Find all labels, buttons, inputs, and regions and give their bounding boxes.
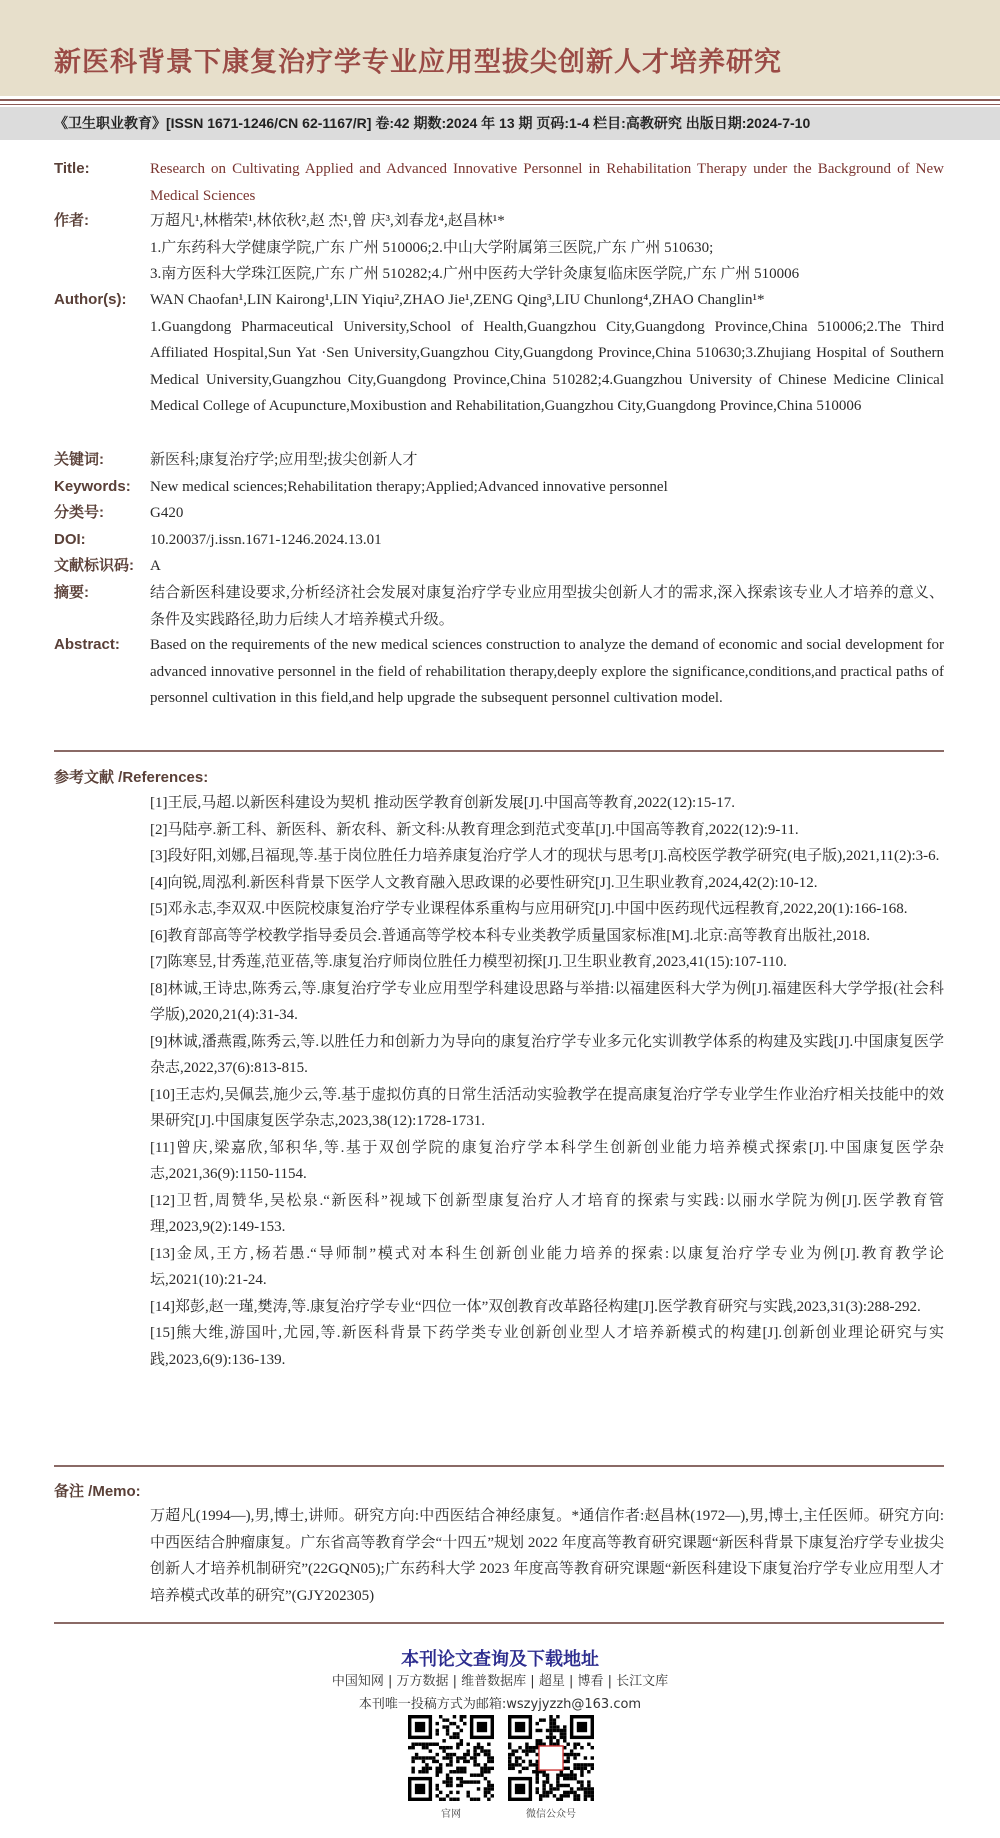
field-value: New medical sciences;Rehabilitation therapy;Applied;Advanced innovative personnel [150, 479, 668, 495]
page-title: 新医科背景下康复治疗学专业应用型拔尖创新人才培养研究 [54, 47, 782, 78]
field-row [54, 156, 944, 209]
journal-meta: 《卫生职业教育》[ISSN 1671-1246/CN 62-1167/R] 卷:42 期数:2024 年 13 期 页码:1-4 栏目:高教研究 出版日期:2024-7-10 [0, 107, 1000, 140]
field-label: Abstract: [54, 636, 120, 653]
references-heading: 参考文献 /References: [54, 769, 209, 786]
field-row [54, 208, 944, 288]
reference-item: [11]曾庆,梁嘉欣,邹积华,等.基于双创学院的康复治疗学本科学生创新创业能力培养模式探索[J].中国康复医学杂志,2021,36(9):1150-1154. [150, 1139, 944, 1182]
reference-item: [10]王志灼,吴佩芸,施少云,等.基于虚拟仿真的日常生活活动实验教学在提高康复治疗学专业学生作业治疗相关技能中的效果研究[J].中国康复医学杂志,2023,38(12):1728-1731. [150, 1086, 944, 1129]
field-row [54, 474, 944, 501]
field-label: Keywords: [54, 478, 131, 495]
reference-item: [6]教育部高等学校教学指导委员会.普通高等学校本科专业类教学质量国家标准[M].北京:高等教育出版社,2018. [150, 927, 870, 944]
field-value: Based on the requirements of the new medical sciences construction to analyze the demand of economic and social development for advanced innovative personnel in the field of rehabilitation therapy,deeply explore the significance,conditions,and practical paths of personnel cultivation in this field,and help upgrade the subsequent personnel cultivation model. [150, 637, 944, 706]
footer-title: 本刊论文查询及下载地址 [401, 1649, 599, 1670]
separator: | [448, 1674, 462, 1689]
qr-label: 微信公众号 [526, 1809, 576, 1820]
title-band [0, 0, 1000, 96]
reference-item: [5]邓永志,李双双.中医院校康复治疗学专业课程体系重构与应用研究[J].中国中医药现代远程教育,2022,20(1):166-168. [150, 901, 908, 917]
field-value: 10.20037/j.issn.1671-1246.2024.13.01 [150, 532, 382, 548]
field-value: 结合新医科建设要求,分析经济社会发展对康复治疗学专业应用型拔尖创新人才的需求,深入探索该专业人才培养的意义、条件及实践路径,助力后续人才培养模式升级。 [150, 585, 944, 628]
field-value: Research on Cultivating Applied and Advanced Innovative Personnel in Rehabilitation Therapy under the Background of New Medical Sciences [150, 161, 944, 204]
reference-item: [2]马陆亭.新工科、新医科、新农科、新文科:从教育理念到范式变革[J].中国高等教育,2022(12):9-11. [150, 821, 799, 838]
field-row [54, 500, 944, 527]
qr-code-icon [508, 1715, 594, 1801]
separator: | [383, 1674, 397, 1689]
memo-heading: 备注 /Memo: [54, 1483, 141, 1500]
database-link[interactable]: 长江文库 [616, 1674, 669, 1689]
field-row [54, 580, 944, 633]
references-list [150, 790, 944, 1373]
reference-item: [9]林诚,潘燕霞,陈秀云,等.以胜任力和创新力为导向的康复治疗学专业多元化实训教学体系的构建及实践[J].中国康复医学杂志,2022,37(6):813-815. [150, 1033, 944, 1076]
reference-item: [14]郑彭,赵一瑾,樊涛,等.康复治疗学专业“四位一体”双创教育改革路径构建[J].医学教育研究与实践,2023,31(3):288-292. [150, 1298, 921, 1315]
separator: | [526, 1674, 539, 1689]
reference-item: [8]林诚,王诗忠,陈秀云,等.康复治疗学专业应用型学科建设思路与举措:以福建医科大学为例[J].福建医科大学学报(社会科学版),2020,21(4):31-34. [150, 980, 944, 1023]
affiliation: 1.Guangdong Pharmaceutical University,School of Health,Guangzhou City,Guangdong Province,China 510006;2.The Third Affiliated Hospital,Sun Yat ·Sen University,Guangzhou City,Guangdong Province,China 510630;3.Zhujiang Hospital of Southern Medical University,Guangzhou City,Guangdong Province,China 510282;4.Guangzhou University of Chinese Medicine Clinical Medical College of Acupuncture,Moxibustion and Rehabilitation,Guangzhou City,Guangdong Province,China 510006 [150, 318, 944, 414]
reference-item: [15]熊大维,游国叶,尤园,等.新医科背景下药学类专业创新创业型人才培养新模式的构建[J].创新创业理论研究与实践,2023,6(9):136-139. [150, 1325, 944, 1368]
memo-text: 万超凡(1994—),男,博士,讲师。研究方向:中西医结合神经康复。*通信作者:赵昌林(1972—),男,博士,主任医师。研究方向:中西医结合肿瘤康复。广东省高等教育学会“十四五”规划 2022 年度高等教育研究课题“新医科背景下康复治疗学专业拔尖创新人才培养机制研究”(22GQN05);广东药科大学 2023 年度高等教育研究课题“新医科建设下康复治疗学专业应用型人才培养模式改革的研究”(GJY202305) [150, 1508, 944, 1604]
database-link[interactable]: 维普数据库 [461, 1674, 527, 1689]
qr-code-icon [408, 1715, 494, 1801]
field-label: 摘要: [54, 584, 89, 601]
divider [54, 1622, 944, 1624]
reference-item: [7]陈寒昱,甘秀莲,范亚蓓,等.康复治疗师岗位胜任力模型初探[J].卫生职业教育,2023,41(15):107-110. [150, 954, 787, 970]
field-row [54, 553, 944, 580]
field-row [54, 447, 944, 474]
database-link[interactable]: 万方数据 [396, 1674, 449, 1689]
field-value: WAN Chaofan¹,LIN Kairong¹,LIN Yiqiu²,ZHAO Jie¹,ZENG Qing³,LIU Chunlong⁴,ZHAO Changlin¹* [150, 292, 765, 308]
field-row [54, 632, 944, 712]
qr-website[interactable] [408, 1715, 494, 1820]
field-value: A [150, 558, 161, 574]
database-link[interactable]: 中国知网 [331, 1674, 384, 1689]
field-value: 新医科;康复治疗学;应用型;拔尖创新人才 [150, 452, 418, 468]
qr-wechat[interactable] [508, 1715, 594, 1820]
reference-item: [12]卫哲,周赞华,吴松泉.“新医科”视域下创新型康复治疗人才培育的探索与实践:以丽水学院为例[J].医学教育管理,2023,9(2):149-153. [150, 1192, 944, 1235]
field-label: Title: [54, 160, 90, 177]
field-value[interactable]: G420 [150, 505, 184, 521]
affiliation: 3.南方医科大学珠江医院,广东 广州 510282;4.广州中医药大学针灸康复临床医学院,广东 广州 510006 [150, 266, 800, 282]
database-links [0, 1670, 1000, 1689]
affiliation: 1.广东药科大学健康学院,广东 广州 510006;2.中山大学附属第三医院,广东 广州 510630; [150, 239, 714, 256]
reference-item: [3]段好阳,刘娜,吕福现,等.基于岗位胜任力培养康复治疗学人才的现状与思考[J].高校医学教学研究(电子版),2021,11(2):3-6. [150, 848, 940, 864]
database-link[interactable]: 博看 [577, 1674, 604, 1689]
field-label: 分类号: [54, 504, 104, 521]
field-label: DOI: [54, 531, 86, 548]
field-label: 作者: [54, 212, 89, 229]
submission-email: 本刊唯一投稿方式为邮箱:wszyjyzzh@163.com [358, 1697, 642, 1712]
field-row [54, 287, 944, 420]
qr-label: 官网 [441, 1809, 461, 1820]
field-row [54, 527, 944, 554]
divider [0, 99, 1000, 105]
divider [54, 1465, 944, 1467]
reference-item: [4]向锐,周泓利.新医科背景下医学人文教育融入思政课的必要性研究[J].卫生职业教育,2024,42(2):10-12. [150, 874, 818, 891]
reference-item: [13]金凤,王方,杨若愚.“导师制”模式对本科生创新创业能力培养的探索:以康复治疗学专业为例[J].教育教学论坛,2021(10):21-24. [150, 1245, 944, 1288]
divider [54, 750, 944, 752]
separator: | [564, 1674, 578, 1689]
reference-item: [1]王辰,马超.以新医科建设为契机 推动医学教育创新发展[J].中国高等教育,2022(12):15-17. [150, 795, 735, 811]
field-label: Author(s): [54, 291, 127, 308]
database-link[interactable]: 超星 [538, 1674, 565, 1689]
separator: | [603, 1674, 617, 1689]
field-value: 万超凡¹,林楷荣¹,林依秋²,赵 杰¹,曾 庆³,刘春龙⁴,赵昌林¹* [150, 213, 505, 229]
field-label: 关键词: [54, 451, 104, 468]
field-label: 文献标识码: [54, 557, 134, 574]
